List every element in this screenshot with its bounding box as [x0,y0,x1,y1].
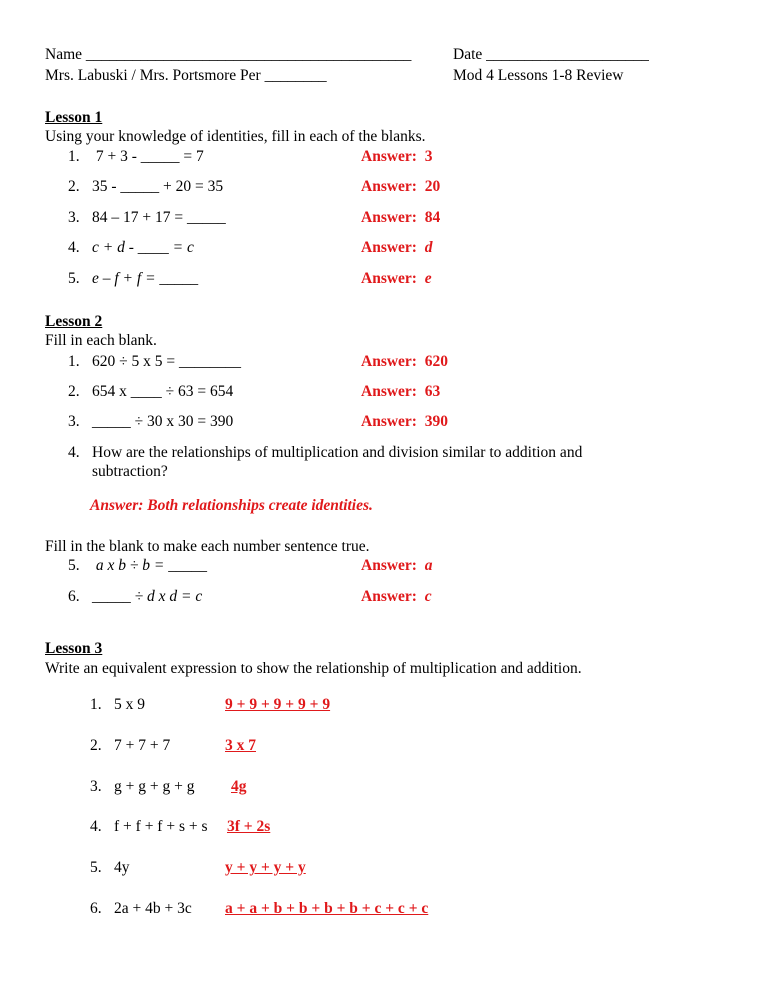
lesson2-problem-5: 5. a x b ÷ b = _____ [68,557,207,574]
lesson1-problem-3: 3. 84 – 17 + 17 = _____ [68,209,226,226]
lesson3-problem-2: 2. 7 + 7 + 7 [90,737,171,754]
lesson3-problem-1: 1. 5 x 9 [90,696,145,713]
lesson2-answer-1: Answer: 620 [361,353,448,370]
lesson3-problem-6: 6. 2a + 4b + 3c [90,900,192,917]
lesson1-answer-5: Answer: e [361,270,432,287]
lesson1-problem-2: 2. 35 - _____ + 20 = 35 [68,178,224,195]
lesson2-instruction: Fill in each blank. [45,332,157,349]
lesson3-answer-4: 3f + 2s [227,818,271,835]
lesson3-answer-1: 9 + 9 + 9 + 9 + 9 [225,696,331,713]
lesson1-answer-3: Answer: 84 [361,209,441,226]
lesson1-answer-2: Answer: 20 [361,178,441,195]
teacher-line: Mrs. Labuski / Mrs. Portsmore Per ________ [45,67,327,84]
lesson3-answer-2: 3 x 7 [225,737,256,754]
lesson2-answer-5: Answer: a [361,557,433,574]
lesson2-heading: Lesson 2 [45,313,103,330]
lesson3-answer-3: 4g [231,778,247,795]
lesson1-problem-4: 4. c + d - ____ = c [68,239,194,256]
lesson3-answer-6: a + a + b + b + b + b + c + c + c [225,900,429,917]
lesson3-problem-4: 4. f + f + f + s + s [90,818,208,835]
lesson2-problem-3: 3. _____ ÷ 30 x 30 = 390 [68,413,234,430]
lesson3-problem-5: 5. 4y [90,859,130,876]
lesson1-answer-1: Answer: 3 [361,148,433,165]
lesson1-heading: Lesson 1 [45,109,103,126]
lesson2-question-4: 4. How are the relationships of multiplication and division similar to addition and [68,444,583,461]
lesson2-answer-6: Answer: c [361,588,432,605]
lesson2-question-4-cont: subtraction? [92,463,168,480]
name-line: Name __________________________________________ [45,46,412,63]
lesson1-problem-5: 5. e – f + f = _____ [68,270,199,287]
lesson1-instruction: Using your knowledge of identities, fill in each of the blanks. [45,128,426,145]
date-line: Date _____________________ [453,46,649,63]
lesson2-problem-1: 1. 620 ÷ 5 x 5 = ________ [68,353,241,370]
lesson3-problem-3: 3. g + g + g + g [90,778,195,795]
lesson2-answer-4: Answer: Both relationships create identities. [90,497,373,514]
lesson2-answer-2: Answer: 63 [361,383,441,400]
lesson1-answer-4: Answer: d [361,239,433,256]
lesson1-problem-1: 1. 7 + 3 - _____ = 7 [68,148,204,165]
lesson3-heading: Lesson 3 [45,640,103,657]
lesson2-answer-3: Answer: 390 [361,413,448,430]
module-line: Mod 4 Lessons 1-8 Review [453,67,624,84]
lesson3-answer-5: y + y + y + y [225,859,306,876]
lesson2-problem-6: 6. _____ ÷ d x d = c [68,588,203,605]
lesson2-problem-2: 2. 654 x ____ ÷ 63 = 654 [68,383,234,400]
lesson3-instruction: Write an equivalent expression to show the relationship of multiplication and addition. [45,660,582,677]
lesson2-instruction-2: Fill in the blank to make each number sentence true. [45,538,370,555]
